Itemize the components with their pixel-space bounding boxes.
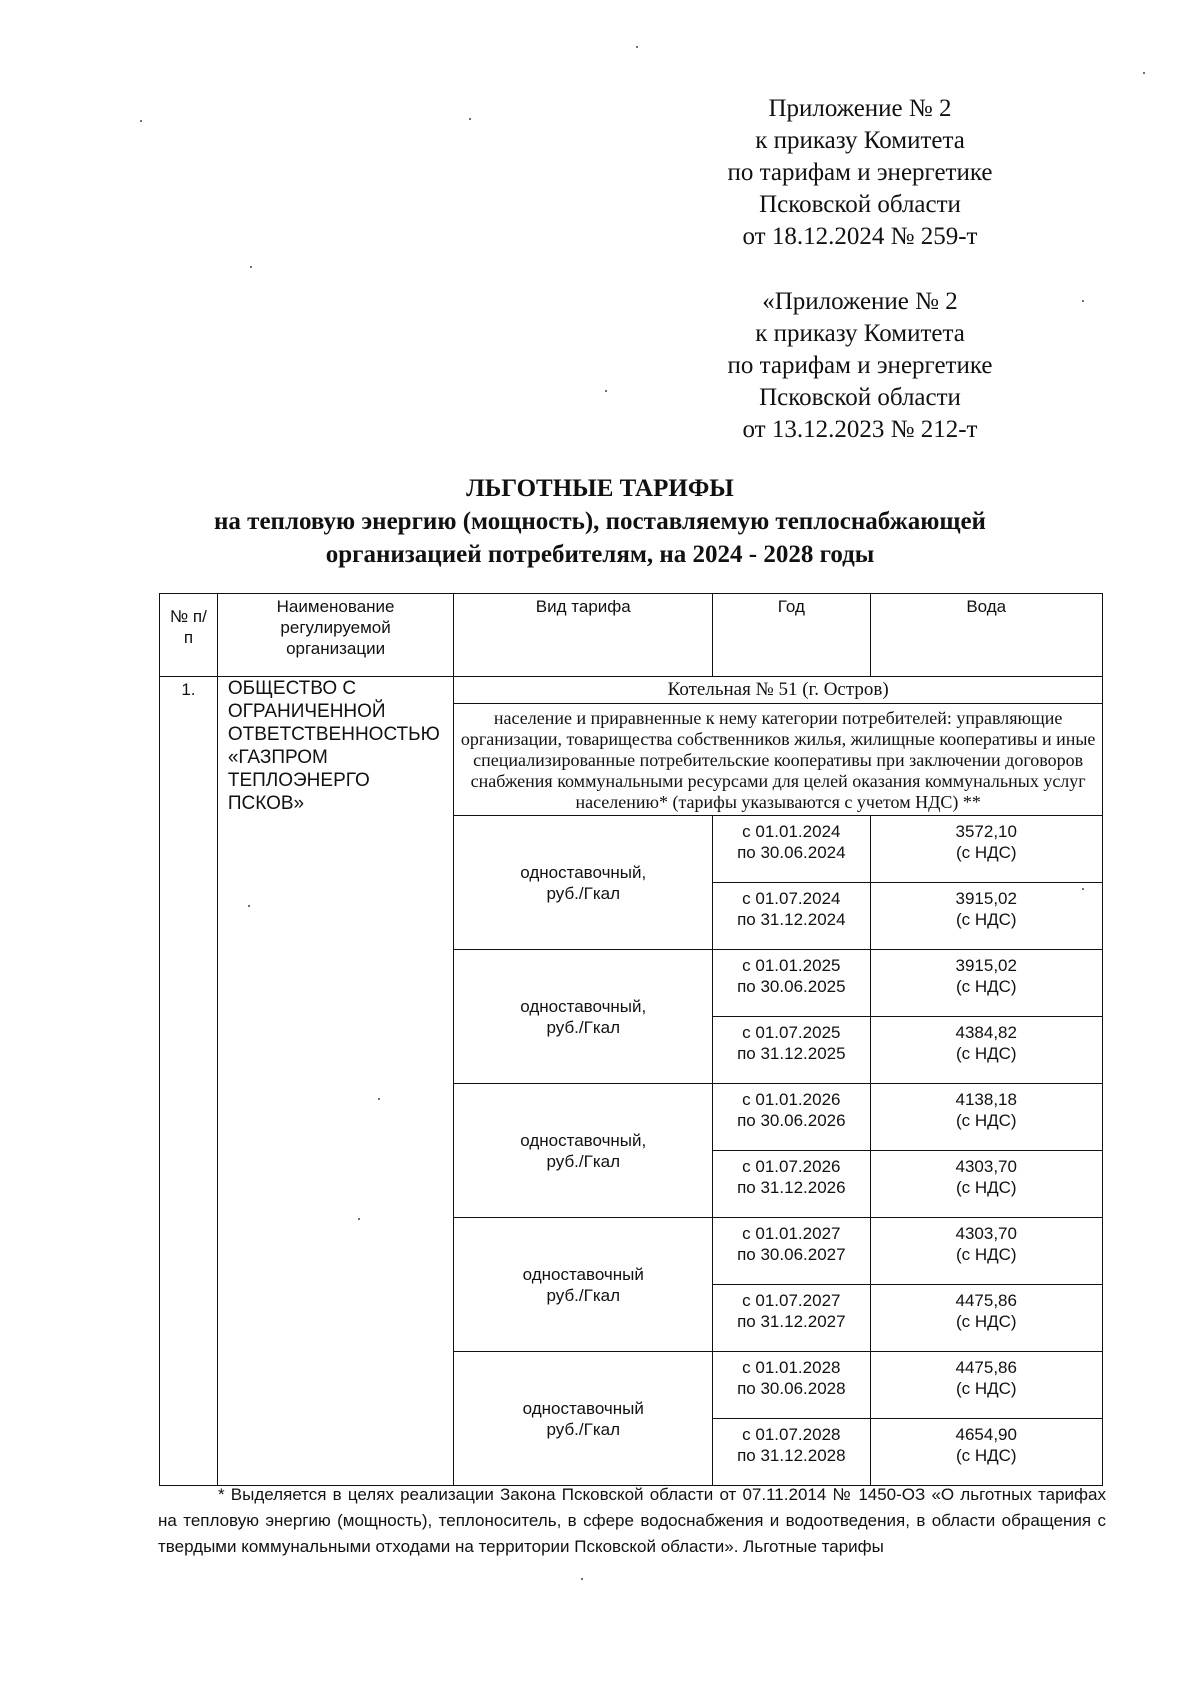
water-tariff xyxy=(870,1218,1103,1285)
appendix-header-current xyxy=(700,93,1020,253)
boiler-house: Котельная № 51 (г. Остров) xyxy=(454,677,1103,704)
tariff-value: 3915,02 xyxy=(955,956,1017,975)
appendix-line: «Приложение № 2 xyxy=(762,288,958,315)
table-header-row xyxy=(160,594,1103,677)
tariff-unit: руб./Гкал xyxy=(546,1285,621,1305)
scan-speck xyxy=(248,905,250,907)
period xyxy=(713,1084,870,1151)
water-tariff xyxy=(870,1419,1103,1486)
period xyxy=(713,1017,870,1084)
period-from: с 01.07.2025 xyxy=(742,1023,841,1042)
vat-note: (с НДС) xyxy=(955,1245,1017,1264)
period xyxy=(713,816,870,883)
appendix-line: по тарифам и энергетике xyxy=(727,159,993,186)
title-line: организацией потребителям, на 2024 - 2028 годы xyxy=(325,541,875,568)
scan-speck xyxy=(250,266,252,268)
header-num: № п/п xyxy=(160,594,218,677)
appendix-line: от 18.12.2024 № 259-т xyxy=(742,223,978,250)
period-to: по 31.12.2027 xyxy=(737,1312,846,1331)
scan-speck xyxy=(358,1218,360,1220)
water-tariff xyxy=(870,1017,1103,1084)
period xyxy=(713,1419,870,1486)
period-to: по 30.06.2028 xyxy=(737,1379,846,1398)
tariff-type xyxy=(454,950,713,1084)
org-line: ОБЩЕСТВО С xyxy=(227,678,357,699)
vat-note: (с НДС) xyxy=(955,1446,1017,1465)
appendix-line: Псковской области xyxy=(759,384,961,411)
period-from: с 01.01.2027 xyxy=(742,1224,841,1243)
tariff-table xyxy=(159,593,1103,1486)
tariff-value: 4138,18 xyxy=(955,1090,1017,1109)
scan-speck xyxy=(1143,72,1145,74)
document-title xyxy=(130,472,1070,571)
vat-note: (с НДС) xyxy=(955,1111,1017,1130)
org-line: ОТВЕТСТВЕННОСТЬЮ xyxy=(227,724,440,745)
period-to: по 31.12.2024 xyxy=(737,910,846,929)
title-line: ЛЬГОТНЫЕ ТАРИФЫ xyxy=(466,475,734,502)
header-water: Вода xyxy=(870,594,1103,677)
org-line: ПСКОВ» xyxy=(227,793,305,814)
tariff-value: 3915,02 xyxy=(955,889,1017,908)
org-line: «ГАЗПРОМ xyxy=(227,747,328,768)
scan-speck xyxy=(581,1578,583,1580)
period xyxy=(713,1218,870,1285)
period-to: по 30.06.2024 xyxy=(737,843,846,862)
period-from: с 01.07.2027 xyxy=(742,1291,841,1310)
tariff-value: 3572,10 xyxy=(955,822,1017,841)
period-to: по 30.06.2026 xyxy=(737,1111,846,1130)
appendix-line: от 13.12.2023 № 212-т xyxy=(742,416,978,443)
tariff-type-line: одноставочный, xyxy=(520,1130,647,1150)
period-from: с 01.07.2024 xyxy=(742,889,841,908)
org-line: ОГРАНИЧЕННОЙ xyxy=(227,701,386,722)
tariff-type xyxy=(454,816,713,950)
vat-note: (с НДС) xyxy=(955,1178,1017,1197)
period-from: с 01.07.2028 xyxy=(742,1425,841,1444)
period-from: с 01.01.2025 xyxy=(742,956,841,975)
tariff-value: 4475,86 xyxy=(955,1358,1017,1377)
vat-note: (с НДС) xyxy=(955,1379,1017,1398)
vat-note: (с НДС) xyxy=(955,843,1017,862)
consumer-category: население и приравненные к нему категории потребителей: управляющие организации, товарищества собственников жилья, жилищные кооперативы и иные специализированные потребительские кооперативы при заключении договоров снабжения коммунальными ресурсами для целей оказания коммунальных услуг населению* (тарифы указываются с учетом НДС) ** xyxy=(454,704,1103,816)
water-tariff xyxy=(870,1285,1103,1352)
tariff-unit: руб./Гкал xyxy=(546,1151,621,1171)
tariff-type-line: одноставочный, xyxy=(520,862,647,882)
header-org: Наименование регулируемой организации xyxy=(217,594,454,677)
title-line: на тепловую энергию (мощность), поставляемую теплоснабжающей xyxy=(214,508,986,535)
tariff-value: 4654,90 xyxy=(955,1425,1017,1444)
tariff-type xyxy=(454,1218,713,1352)
water-tariff xyxy=(870,883,1103,950)
scan-speck xyxy=(140,120,142,122)
tariff-type-line: одноставочный, xyxy=(520,996,647,1016)
appendix-line: по тарифам и энергетике xyxy=(727,352,993,379)
appendix-line: к приказу Комитета xyxy=(755,127,965,154)
footnote-text: * Выделяется в целях реализации Закона Псковской области от 07.11.2014 № 1450-ОЗ «О льготных тарифах на тепловую энергию (мощность), теплоноситель, в сфере водоснабжения и водоотведения, в области обращения с твердыми коммунальными отходами на территории Псковской области». Льготные тарифы xyxy=(158,1485,1106,1556)
period-from: с 01.01.2028 xyxy=(742,1358,841,1377)
period-to: по 31.12.2028 xyxy=(737,1446,846,1465)
appendix-line: Приложение № 2 xyxy=(768,95,952,122)
tariff-value: 4475,86 xyxy=(955,1291,1017,1310)
tariff-value: 4303,70 xyxy=(955,1157,1017,1176)
water-tariff xyxy=(870,1352,1103,1419)
water-tariff xyxy=(870,950,1103,1017)
organization-name xyxy=(217,677,454,1486)
scan-speck xyxy=(605,390,607,392)
tariff-unit: руб./Гкал xyxy=(546,1017,621,1037)
row-number: 1. xyxy=(160,677,218,1486)
scan-speck xyxy=(378,1098,380,1100)
period xyxy=(713,1352,870,1419)
org-line: ТЕПЛОЭНЕРГО xyxy=(227,770,370,791)
period xyxy=(713,1151,870,1218)
period-to: по 31.12.2025 xyxy=(737,1044,846,1063)
tariff-type xyxy=(454,1084,713,1218)
water-tariff xyxy=(870,1084,1103,1151)
water-tariff xyxy=(870,1151,1103,1218)
period xyxy=(713,883,870,950)
table-row xyxy=(160,677,1103,704)
tariff-value: 4303,70 xyxy=(955,1224,1017,1243)
tariff-type-line: одноставочный xyxy=(522,1264,644,1284)
header-year: Год xyxy=(713,594,870,677)
header-type: Вид тарифа xyxy=(454,594,713,677)
vat-note: (с НДС) xyxy=(955,910,1017,929)
scan-speck xyxy=(1082,300,1084,302)
vat-note: (с НДС) xyxy=(955,1312,1017,1331)
period-to: по 30.06.2027 xyxy=(737,1245,846,1264)
tariff-unit: руб./Гкал xyxy=(546,1419,621,1439)
period-from: с 01.01.2024 xyxy=(742,822,841,841)
tariff-type xyxy=(454,1352,713,1486)
period xyxy=(713,1285,870,1352)
period-to: по 31.12.2026 xyxy=(737,1178,846,1197)
tariff-value: 4384,82 xyxy=(955,1023,1017,1042)
period-from: с 01.01.2026 xyxy=(742,1090,841,1109)
period xyxy=(713,950,870,1017)
scan-speck xyxy=(469,118,471,120)
footnote xyxy=(158,1482,1106,1560)
appendix-line: Псковской области xyxy=(759,191,961,218)
period-from: с 01.07.2026 xyxy=(742,1157,841,1176)
appendix-header-previous xyxy=(700,286,1020,446)
appendix-line: к приказу Комитета xyxy=(755,320,965,347)
water-tariff xyxy=(870,816,1103,883)
scan-speck xyxy=(636,46,638,48)
vat-note: (с НДС) xyxy=(955,977,1017,996)
tariff-unit: руб./Гкал xyxy=(546,883,621,903)
period-to: по 30.06.2025 xyxy=(737,977,846,996)
vat-note: (с НДС) xyxy=(955,1044,1017,1063)
scan-speck xyxy=(1082,888,1084,890)
tariff-type-line: одноставочный xyxy=(522,1398,644,1418)
